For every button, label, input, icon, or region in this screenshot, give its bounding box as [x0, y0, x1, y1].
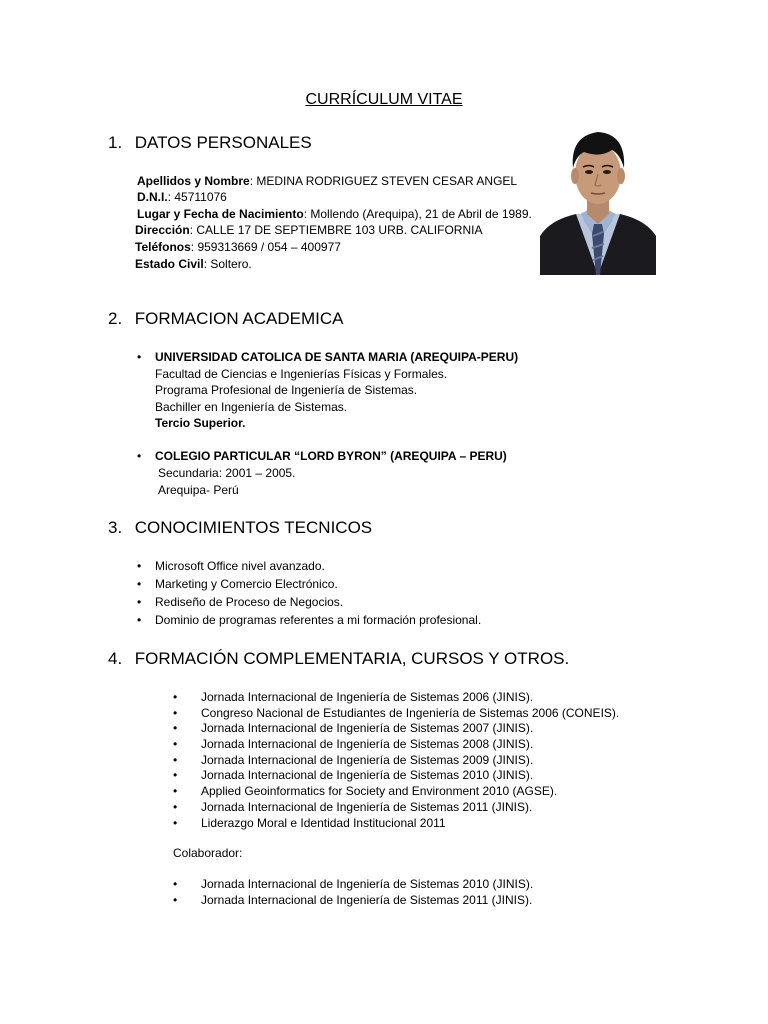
birth-label: Lugar y Fecha de Nacimiento	[137, 207, 304, 221]
bullet-icon: •	[173, 784, 178, 799]
bullet-icon: •	[173, 705, 178, 720]
section-heading-skills	[108, 518, 372, 538]
bullet-icon: •	[173, 799, 178, 814]
list-item: • Marketing y Comercio Electrónico.	[137, 577, 338, 591]
bullet-icon: •	[173, 892, 178, 907]
section-heading-courses	[108, 649, 569, 669]
section-number: 2.	[108, 309, 123, 328]
bullet-icon: •	[173, 877, 178, 891]
school-name: COLEGIO PARTICULAR “LORD BYRON” (AREQUIPA – PERU)	[155, 449, 507, 463]
section-title: DATOS PERSONALES	[134, 133, 312, 152]
list-item: • Jornada Internacional de Ingeniería de Sistemas 2011 (JINIS).	[173, 892, 533, 907]
list-item: • Congreso Nacional de Estudiantes de Ingeniería de Sistemas 2006 (CONEIS).	[173, 705, 620, 720]
list-item: • Jornada Internacional de Ingeniería de Sistemas 2011 (JINIS).	[173, 799, 533, 814]
civil-label: Estado Civil	[135, 257, 204, 271]
section-heading-personal	[108, 133, 312, 153]
list-item: • Rediseño de Proceso de Negocios.	[137, 595, 344, 609]
list-item: • Jornada Internacional de Ingeniería de Sistemas 2008 (JINIS).	[173, 737, 534, 752]
address-label: Dirección	[135, 223, 190, 237]
bullet-icon: •	[137, 559, 142, 573]
personal-address-row	[135, 222, 482, 239]
portrait-illustration	[540, 124, 656, 275]
phone-label: Teléfonos	[135, 240, 191, 254]
school-detail: Secundaria: 2001 – 2005.	[158, 466, 296, 480]
school-detail: Arequipa- Perú	[158, 483, 239, 497]
bullet-icon: •	[137, 577, 142, 591]
profile-photo	[540, 124, 656, 275]
bullet-icon: •	[173, 768, 178, 783]
list-item: • Liderazgo Moral e Identidad Institucional 2011	[173, 815, 446, 830]
document-title: CURRÍCULUM VITAE	[305, 91, 463, 108]
collaborator-label: Colaborador:	[173, 846, 243, 860]
list-item: • Jornada Internacional de Ingeniería de Sistemas 2006 (JINIS).	[173, 690, 534, 704]
name-label: Apellidos y Nombre	[137, 174, 250, 188]
bullet-icon: •	[173, 752, 178, 767]
personal-phone-row	[135, 239, 341, 256]
section-title: CONOCIMIENTOS TECNICOS	[134, 518, 373, 537]
section-heading-education	[108, 309, 343, 329]
civil-value: : Soltero.	[203, 257, 252, 271]
bullet-icon: •	[137, 613, 142, 627]
personal-name-row	[137, 173, 517, 190]
university-name: UNIVERSIDAD CATOLICA DE SANTA MARIA (AREQUIPA-PERU)	[155, 350, 519, 364]
skills-list	[137, 558, 481, 630]
list-item: • Jornada Internacional de Ingeniería de Sistemas 2010 (JINIS).	[173, 877, 534, 891]
section-title: FORMACION ACADEMICA	[134, 309, 344, 328]
list-item: • Dominio de programas referentes a mi formación profesional.	[137, 613, 482, 627]
bullet-icon: •	[173, 721, 178, 736]
list-item: • Jornada Internacional de Ingeniería de Sistemas 2007 (JINIS).	[173, 721, 534, 736]
section-number: 3.	[108, 518, 123, 537]
list-item: • Microsoft Office nivel avanzado.	[137, 559, 325, 573]
list-item: • Applied Geoinformatics for Society and Environment 2010 (AGSE).	[173, 784, 558, 799]
personal-dni-row	[137, 189, 227, 206]
birth-value: : Mollendo (Arequipa), 21 de Abril de 1989.	[303, 207, 532, 221]
university-detail: Programa Profesional de Ingeniería de Sistemas.	[155, 383, 418, 397]
university-detail: Facultad de Ciencias e Ingenierías Físicas y Formales.	[155, 367, 448, 381]
phone-value: : 959313669 / 054 – 400977	[190, 240, 341, 254]
dni-value: : 45711076	[167, 190, 227, 204]
courses-list	[173, 689, 619, 830]
list-item: • Jornada Internacional de Ingeniería de Sistemas 2010 (JINIS).	[173, 768, 534, 783]
bullet-icon: •	[173, 737, 178, 752]
bullet-icon: •	[173, 690, 178, 704]
section-number: 4.	[108, 649, 123, 668]
personal-birth-row	[137, 206, 532, 223]
personal-civil-row	[135, 256, 252, 273]
bullet-icon: •	[137, 449, 142, 463]
section-number: 1.	[108, 133, 123, 152]
bullet-icon: •	[137, 350, 142, 364]
name-value: : MEDINA RODRIGUEZ STEVEN CESAR ANGEL	[249, 174, 518, 188]
list-item: • Jornada Internacional de Ingeniería de Sistemas 2009 (JINIS).	[173, 752, 534, 767]
university-detail: Bachiller en Ingeniería de Sistemas.	[155, 400, 348, 414]
address-value: : CALLE 17 DE SEPTIEMBRE 103 URB. CALIFORNIA	[189, 223, 483, 237]
university-honor: Tercio Superior.	[155, 416, 246, 430]
bullet-icon: •	[173, 815, 178, 830]
dni-label: D.N.I.	[137, 190, 168, 204]
section-title: FORMACIÓN COMPLEMENTARIA, CURSOS Y OTROS.	[134, 649, 570, 668]
collaborator-list	[173, 876, 533, 907]
bullet-icon: •	[137, 595, 142, 609]
